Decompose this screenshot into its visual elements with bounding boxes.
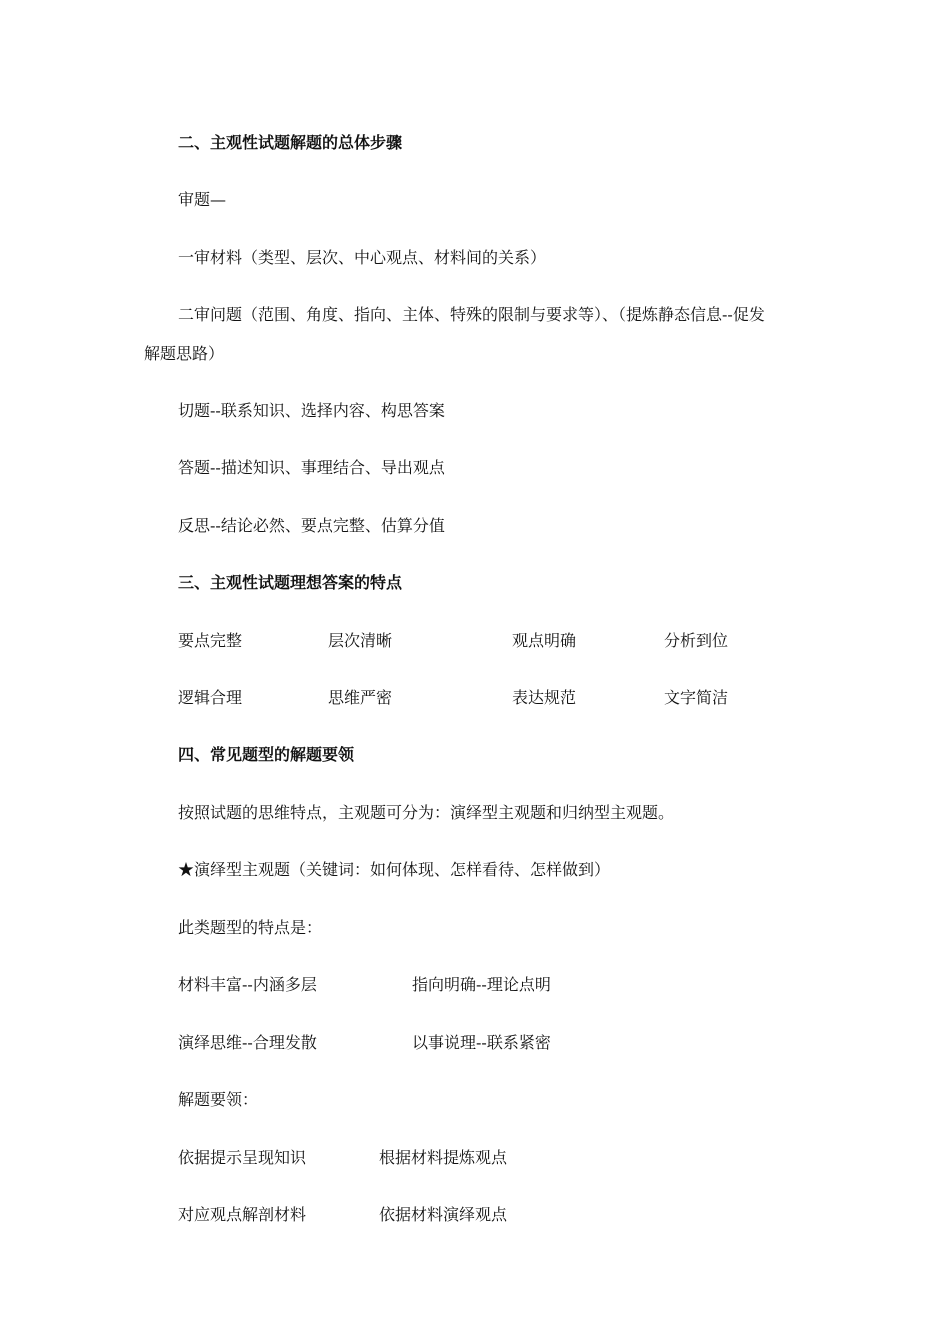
characteristic-cell: 指向明确--理论点明 — [412, 975, 551, 994]
paragraph-reflect: 反思--结论必然、要点完整、估算分值 — [178, 516, 445, 535]
feature-cell: 分析到位 — [664, 631, 729, 650]
method-cell: 依据材料演绎观点 — [379, 1205, 508, 1224]
paragraph-method-intro: 解题要领： — [178, 1090, 259, 1109]
paragraph-classification: 按照试题的思维特点，主观题可分为：演绎型主观题和归纳型主观题。 — [178, 803, 675, 822]
characteristic-cell: 以事说理--联系紧密 — [412, 1033, 551, 1052]
characteristic-cell: 演绎思维--合理发散 — [178, 1033, 317, 1052]
feature-cell: 观点明确 — [512, 631, 577, 650]
feature-cell: 层次清晰 — [328, 631, 393, 650]
characteristic-cell: 材料丰富--内涵多层 — [178, 975, 317, 994]
paragraph-review-material: 一审材料（类型、层次、中心观点、材料间的关系） — [178, 248, 547, 267]
feature-cell: 表达规范 — [512, 688, 577, 707]
feature-cell: 要点完整 — [178, 631, 243, 650]
method-cell: 根据材料提炼观点 — [379, 1148, 508, 1167]
section-4-heading: 四、常见题型的解题要领 — [178, 745, 355, 764]
paragraph-deductive-type: ★演绎型主观题（关键词：如何体现、怎样看待、怎样做到） — [178, 860, 611, 879]
paragraph-review-question: 二审问题（范围、角度、指向、主体、特殊的限制与要求等）、（提炼静态信息--促发 — [178, 305, 765, 324]
paragraph-review: 审题— — [178, 190, 227, 209]
feature-cell: 思维严密 — [328, 688, 393, 707]
paragraph-cut-topic: 切题--联系知识、选择内容、构思答案 — [178, 401, 445, 420]
paragraph-review-question-cont: 解题思路） — [144, 344, 225, 363]
section-2-heading: 二、主观性试题解题的总体步骤 — [178, 133, 403, 152]
paragraph-answer: 答题--描述知识、事理结合、导出观点 — [178, 458, 445, 477]
method-cell: 对应观点解剖材料 — [178, 1205, 307, 1224]
feature-cell: 逻辑合理 — [178, 688, 243, 707]
section-3-heading: 三、主观性试题理想答案的特点 — [178, 573, 403, 592]
paragraph-characteristics-intro: 此类题型的特点是： — [178, 918, 323, 937]
method-cell: 依据提示呈现知识 — [178, 1148, 307, 1167]
feature-cell: 文字简洁 — [664, 688, 729, 707]
